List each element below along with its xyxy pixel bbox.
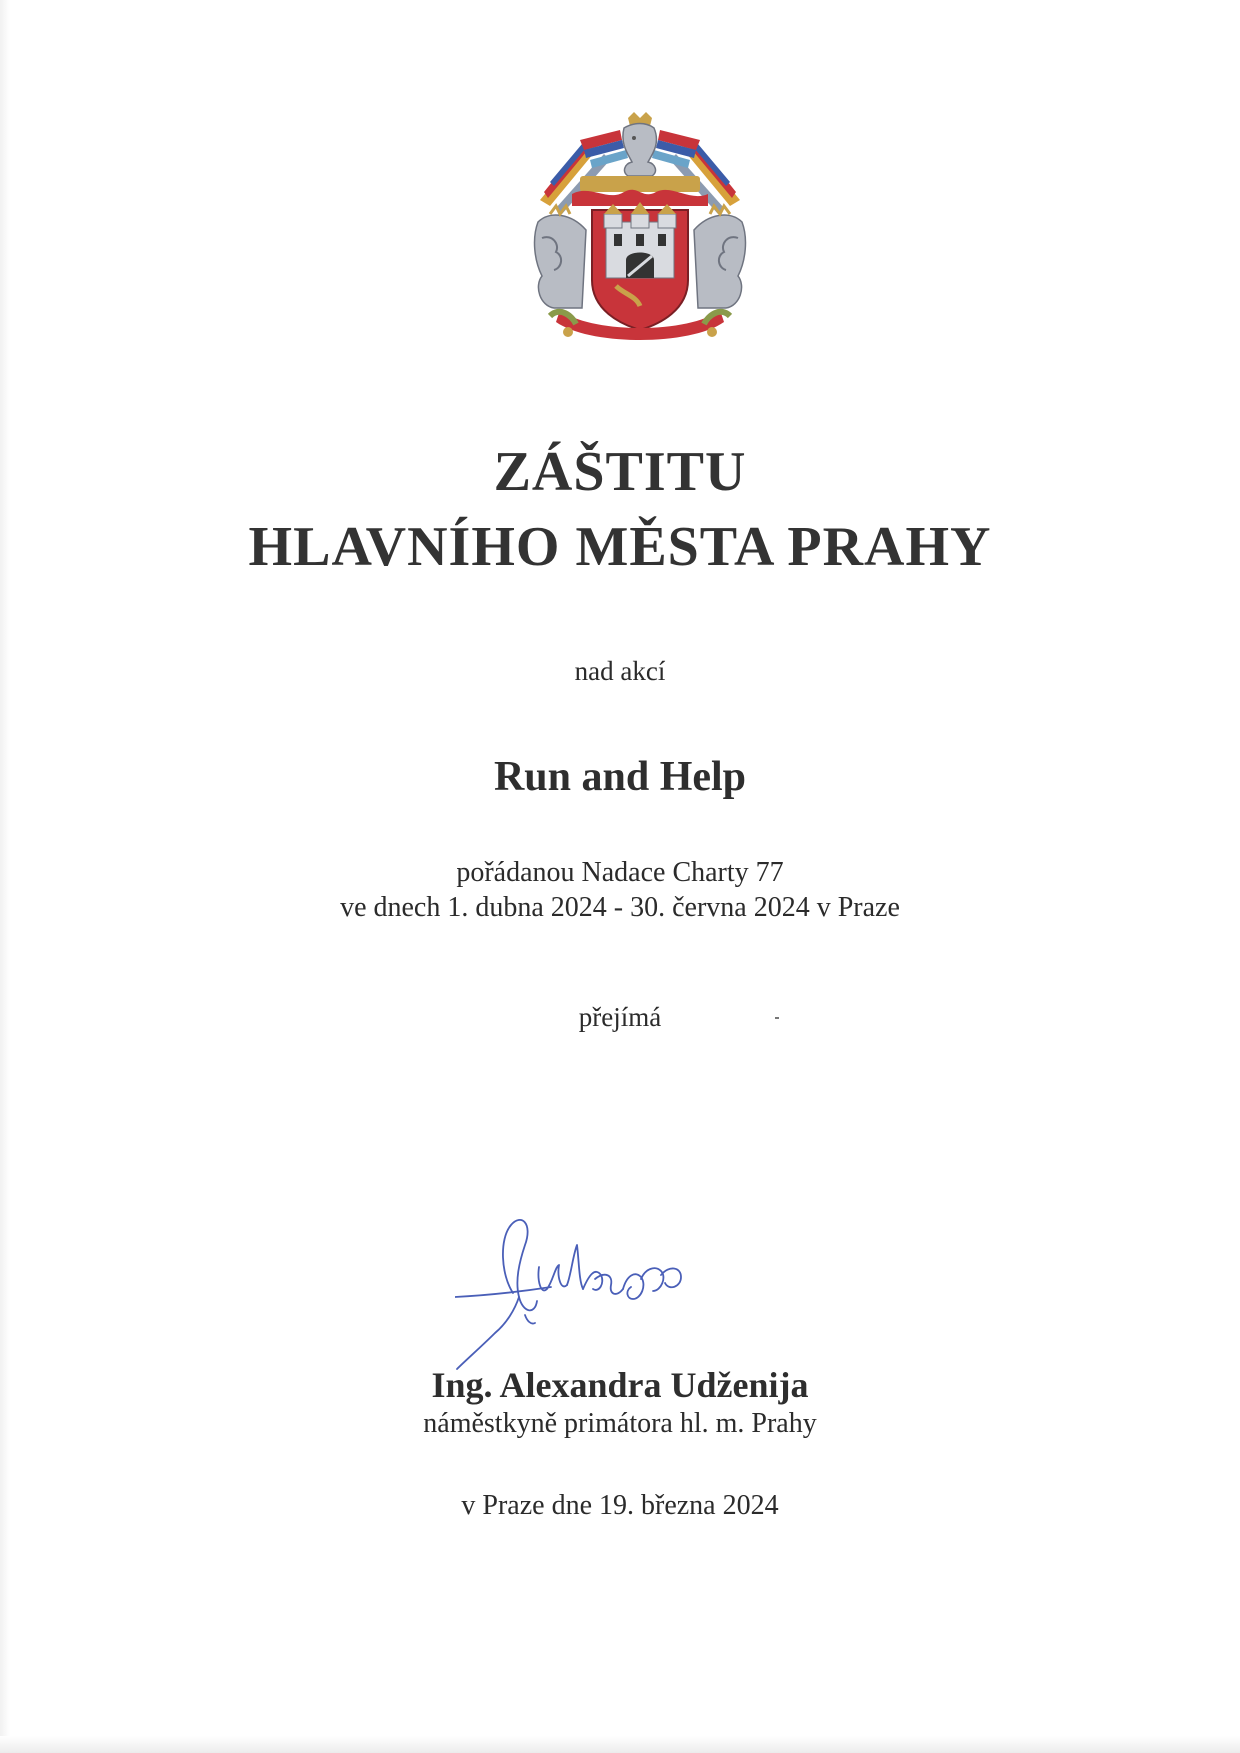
event-name: Run and Help (493, 754, 747, 800)
signer-name: Ing. Alexandra Udženija (431, 1365, 809, 1405)
supporter-lion-right (694, 206, 745, 308)
crest-lion (623, 112, 657, 176)
handwritten-signature-icon (455, 1205, 725, 1370)
accepts-text: přejímá (578, 1002, 662, 1032)
dates-line: ve dnech 1. dubna 2024 - 30. června 2024 v Praze (340, 892, 900, 923)
place-and-date: v Praze dne 19. března 2024 (461, 1490, 779, 1521)
heading-line-1: ZÁŠTITU (493, 441, 747, 503)
shield (592, 202, 688, 330)
stray-mark (775, 1017, 779, 1019)
organizer-line: pořádanou Nadace Charty 77 (456, 857, 784, 888)
intro-text: nad akcí (574, 656, 666, 686)
scan-edge-bottom (0, 1736, 1240, 1753)
heading-line-2: HLAVNÍHO MĚSTA PRAHY (248, 516, 992, 578)
signer-role: náměstkyně primátora hl. m. Prahy (423, 1408, 817, 1439)
crown-band (580, 176, 700, 192)
supporter-lion-left (535, 206, 586, 308)
prague-coat-of-arms-icon (520, 110, 760, 350)
